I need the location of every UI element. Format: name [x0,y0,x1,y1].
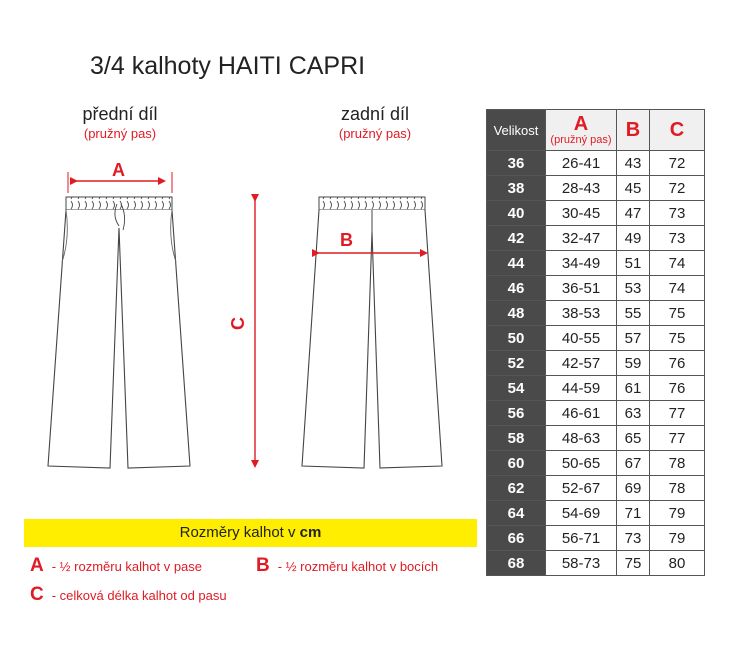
value-c-cell: 73 [650,201,705,226]
value-b-cell: 57 [617,326,650,351]
size-cell: 52 [487,351,546,376]
page-title: 3/4 kalhoty HAITI CAPRI [90,52,366,80]
value-c-cell: 78 [650,476,705,501]
value-b-cell: 51 [617,251,650,276]
size-cell: 66 [487,526,546,551]
front-view-subtitle: (pružný pas) [83,126,157,141]
value-c-cell: 73 [650,226,705,251]
column-c-header [650,110,705,151]
table-row [487,451,705,476]
back-pants-drawing [302,197,442,468]
units-banner-text: Rozměry kalhot v [179,524,300,541]
value-c-cell: 74 [650,251,705,276]
size-cell: 68 [487,551,546,576]
legend-b-text: - ½ rozměru kalhot v bocích [277,559,439,574]
value-c-cell: 75 [650,301,705,326]
size-cell: 48 [487,301,546,326]
table-row [487,501,705,526]
column-c-letter: C [669,119,685,141]
value-c-cell: 80 [650,551,705,576]
value-a-cell: 52-67 [546,476,617,501]
table-row [487,251,705,276]
size-cell: 64 [487,501,546,526]
size-cell: 54 [487,376,546,401]
value-a-cell: 32-47 [546,226,617,251]
table-row [487,201,705,226]
value-c-cell: 77 [650,426,705,451]
value-c-cell: 77 [650,401,705,426]
table-row [487,376,705,401]
value-a-cell: 40-55 [546,326,617,351]
table-row [487,476,705,501]
table-row [487,526,705,551]
size-cell: 42 [487,226,546,251]
value-c-cell: 79 [650,501,705,526]
size-cell: 62 [487,476,546,501]
size-cell: 40 [487,201,546,226]
value-a-cell: 34-49 [546,251,617,276]
table-row [487,151,705,176]
table-row [487,301,705,326]
value-c-cell: 74 [650,276,705,301]
value-b-cell: 71 [617,501,650,526]
size-cell: 56 [487,401,546,426]
table-row [487,426,705,451]
table-row [487,176,705,201]
table-row [487,276,705,301]
value-c-cell: 76 [650,376,705,401]
units-banner [24,519,477,547]
size-cell: 38 [487,176,546,201]
front-view-title: přední díl [82,104,158,124]
table-row [487,326,705,351]
size-cell: 58 [487,426,546,451]
value-a-cell: 58-73 [546,551,617,576]
legend-b-letter: B [256,555,270,576]
size-cell: 36 [487,151,546,176]
value-a-cell: 26-41 [546,151,617,176]
back-view-title: zadní díl [340,104,410,124]
value-a-cell: 38-53 [546,301,617,326]
table-row [487,551,705,576]
legend-c [30,584,227,606]
size-table-header [487,110,705,151]
dimension-a [68,160,172,193]
value-b-cell: 47 [617,201,650,226]
size-cell: 44 [487,251,546,276]
value-a-cell: 56-71 [546,526,617,551]
dimension-c-letter: C [228,317,248,330]
value-b-cell: 65 [617,426,650,451]
value-c-cell: 72 [650,176,705,201]
column-a-header [546,110,617,151]
value-b-cell: 73 [617,526,650,551]
dimension-c [228,200,255,466]
value-a-cell: 42-57 [546,351,617,376]
legend-c-letter: C [30,584,44,605]
value-b-cell: 55 [617,301,650,326]
dimension-b-letter: B [340,230,353,250]
value-c-cell: 78 [650,451,705,476]
legend-b [256,555,438,577]
units-banner-unit: cm [299,524,322,541]
value-a-cell: 48-63 [546,426,617,451]
legend-a-text: - ½ rozměru kalhot v pase [51,559,203,574]
size-cell: 46 [487,276,546,301]
column-b-letter: B [625,119,641,141]
value-b-cell: 59 [617,351,650,376]
column-b-header [617,110,650,151]
value-b-cell: 45 [617,176,650,201]
column-a-letter: A [573,113,589,135]
value-b-cell: 67 [617,451,650,476]
pants-illustration [0,0,480,500]
table-row [487,351,705,376]
table-row [487,226,705,251]
value-b-cell: 49 [617,226,650,251]
front-pants-drawing [48,197,190,468]
value-a-cell: 30-45 [546,201,617,226]
back-view-subtitle: (pružný pas) [338,126,412,141]
table-row [487,401,705,426]
value-a-cell: 50-65 [546,451,617,476]
legend-c-text: - celková délka kalhot od pasu [51,588,227,603]
size-table [486,109,705,576]
legend-a [30,555,202,577]
value-b-cell: 63 [617,401,650,426]
value-b-cell: 53 [617,276,650,301]
value-c-cell: 76 [650,351,705,376]
value-c-cell: 72 [650,151,705,176]
legend-a-letter: A [30,555,44,576]
value-c-cell: 79 [650,526,705,551]
value-c-cell: 75 [650,326,705,351]
value-b-cell: 61 [617,376,650,401]
value-a-cell: 28-43 [546,176,617,201]
value-a-cell: 36-51 [546,276,617,301]
size-cell: 50 [487,326,546,351]
size-cell: 60 [487,451,546,476]
value-b-cell: 43 [617,151,650,176]
value-a-cell: 44-59 [546,376,617,401]
value-b-cell: 69 [617,476,650,501]
dimension-a-letter: A [112,160,125,180]
value-a-cell: 54-69 [546,501,617,526]
value-b-cell: 75 [617,551,650,576]
column-a-subtitle: (pružný pas) [550,134,612,146]
size-column-header: Velikost [487,110,546,151]
value-a-cell: 46-61 [546,401,617,426]
